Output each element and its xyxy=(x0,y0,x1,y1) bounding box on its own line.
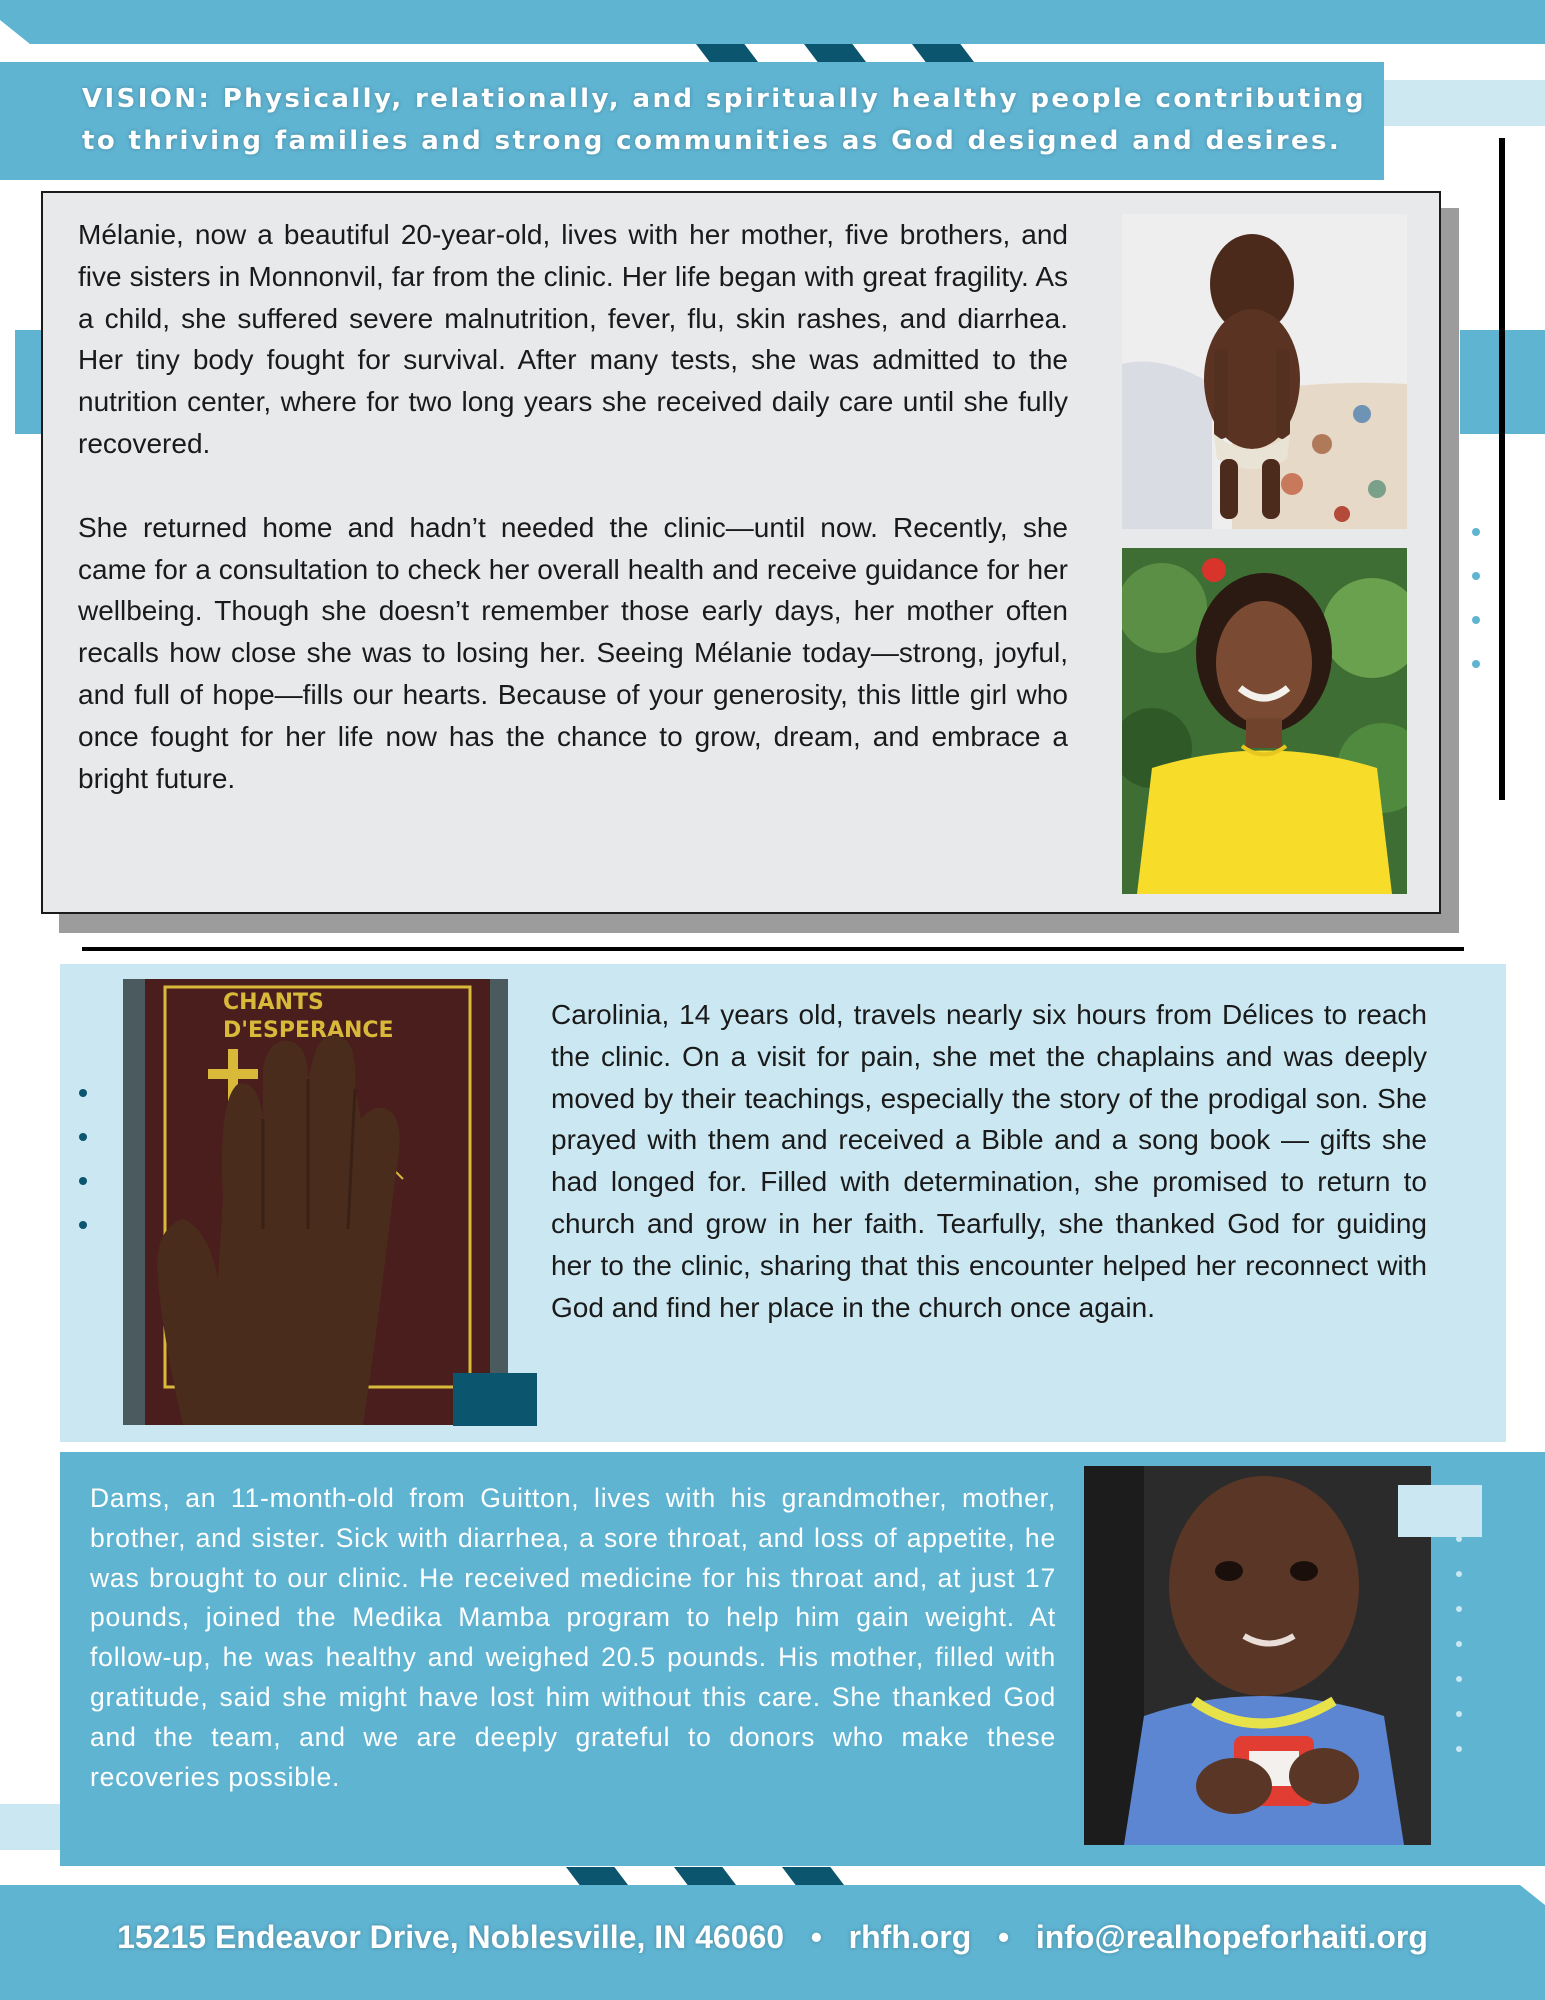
hand-on-songbook-photo xyxy=(123,979,508,1425)
story3-text: Dams, an 11-month-old from Guitton, lives with his grandmother, mother, brother, and sister. Sick with diarrhea, a sore throat, and loss of appetite, he was brought to our clinic. He received medicine for his throat and, at just 17 pounds, joined the Medika Mamba program to help him gain weight. At follow-up, he was healthy and weighed 20.5 pounds. His mother, filled with gratitude, said she might have lost him without this care. She thanked God and the team, and we are deeply grateful to donors who make these recoveries possible. xyxy=(90,1483,1056,1792)
dot-decoration xyxy=(1456,1711,1462,1717)
dot-decoration xyxy=(1472,572,1480,580)
dot-decoration xyxy=(1456,1606,1462,1612)
dot-decoration xyxy=(79,1133,87,1141)
vision-line-1: VISION: Physically, relationally, and spiritually healthy people contributing xyxy=(82,84,1366,114)
dot-decoration xyxy=(1456,1641,1462,1647)
dot-decoration xyxy=(1456,1676,1462,1682)
footer-stripe-1 xyxy=(566,1867,628,1885)
dot-decoration xyxy=(79,1089,87,1097)
left-light-accent-tab xyxy=(0,1804,60,1850)
songbook-title-line-1: CHANTS xyxy=(223,990,324,1015)
section-divider xyxy=(82,947,1464,951)
light-accent-square xyxy=(1398,1485,1482,1537)
footer-stripe-2 xyxy=(674,1867,736,1885)
top-stripe-3 xyxy=(912,44,974,62)
dot-decoration xyxy=(1456,1571,1462,1577)
story2-text: Carolinia, 14 years old, travels nearly six hours from Délices to reach the clinic. On a visit for pain, she met the chaplains and was deeply moved by their teachings, especially the story of the prodigal son. She prayed with them and received a Bible and a song book — gifts she had longed for. Filled with determination, she promised to return to church and grow in her faith. Tearfully, she thanked God for guiding her to the clinic, sharing that this encounter helped her reconnect with God and find her place in the church once again. xyxy=(551,999,1427,1323)
story1-paragraph-1: Mélanie, now a beautiful 20-year-old, lives with her mother, five brothers, and five sisters in Monnonvil, far from the clinic. Her life began with great fragility. As a child, she suffered severe malnutrition, fever, flu, skin rashes, and diarrhea. Her tiny body fought for survival. After many tests, she was admitted to the nutrition center, where for two long years she received daily care until she fully recovered. xyxy=(78,219,1068,459)
footer-address: 15215 Endeavor Drive, Noblesville, IN 46060 xyxy=(117,1919,785,1955)
footer-separator: • xyxy=(997,1919,1010,1955)
baby-photo xyxy=(1084,1466,1431,1845)
dot-decoration xyxy=(1472,528,1480,536)
story1-paragraph-2: She returned home and hadn’t needed the clinic—until now. Recently, she came for a consultation to check her overall health and receive guidance for her wellbeing. Though she doesn’t remember those early days, her mother often recalls how close she was to losing her. Seeing Mélanie today—strong, joyful, and full of hope—fills our hearts. Because of your generosity, this little girl who once fought for her life now has the chance to grow, dream, and embrace a bright future. xyxy=(78,511,1068,794)
dot-decoration xyxy=(1456,1536,1462,1542)
dot-decoration xyxy=(1456,1746,1462,1752)
child-photo xyxy=(1122,214,1407,529)
vision-statement xyxy=(82,78,1382,162)
vision-accent-block xyxy=(1384,80,1545,126)
footer-website-link[interactable]: rhfh.org xyxy=(848,1919,972,1955)
young-woman-photo xyxy=(1122,548,1407,894)
dot-decoration xyxy=(79,1221,87,1229)
dark-accent-square xyxy=(453,1373,537,1426)
songbook-title-line-2: D'ESPERANCE xyxy=(223,1018,394,1043)
top-stripe-1 xyxy=(696,44,758,62)
story1-text xyxy=(78,214,1068,841)
dot-decoration xyxy=(79,1177,87,1185)
footer-email-link[interactable]: info@realhopeforhaiti.org xyxy=(1035,1919,1428,1955)
right-vertical-rule xyxy=(1499,138,1505,800)
top-stripe-2 xyxy=(804,44,866,62)
footer-contact xyxy=(0,1912,1545,1962)
footer-stripe-3 xyxy=(782,1867,844,1885)
footer-separator: • xyxy=(810,1919,822,1955)
vision-line-2: to thriving families and strong communities as God designed and desires. xyxy=(82,126,1342,156)
top-decorative-band xyxy=(0,0,1545,44)
dot-decoration xyxy=(1472,660,1480,668)
dot-decoration xyxy=(1472,616,1480,624)
